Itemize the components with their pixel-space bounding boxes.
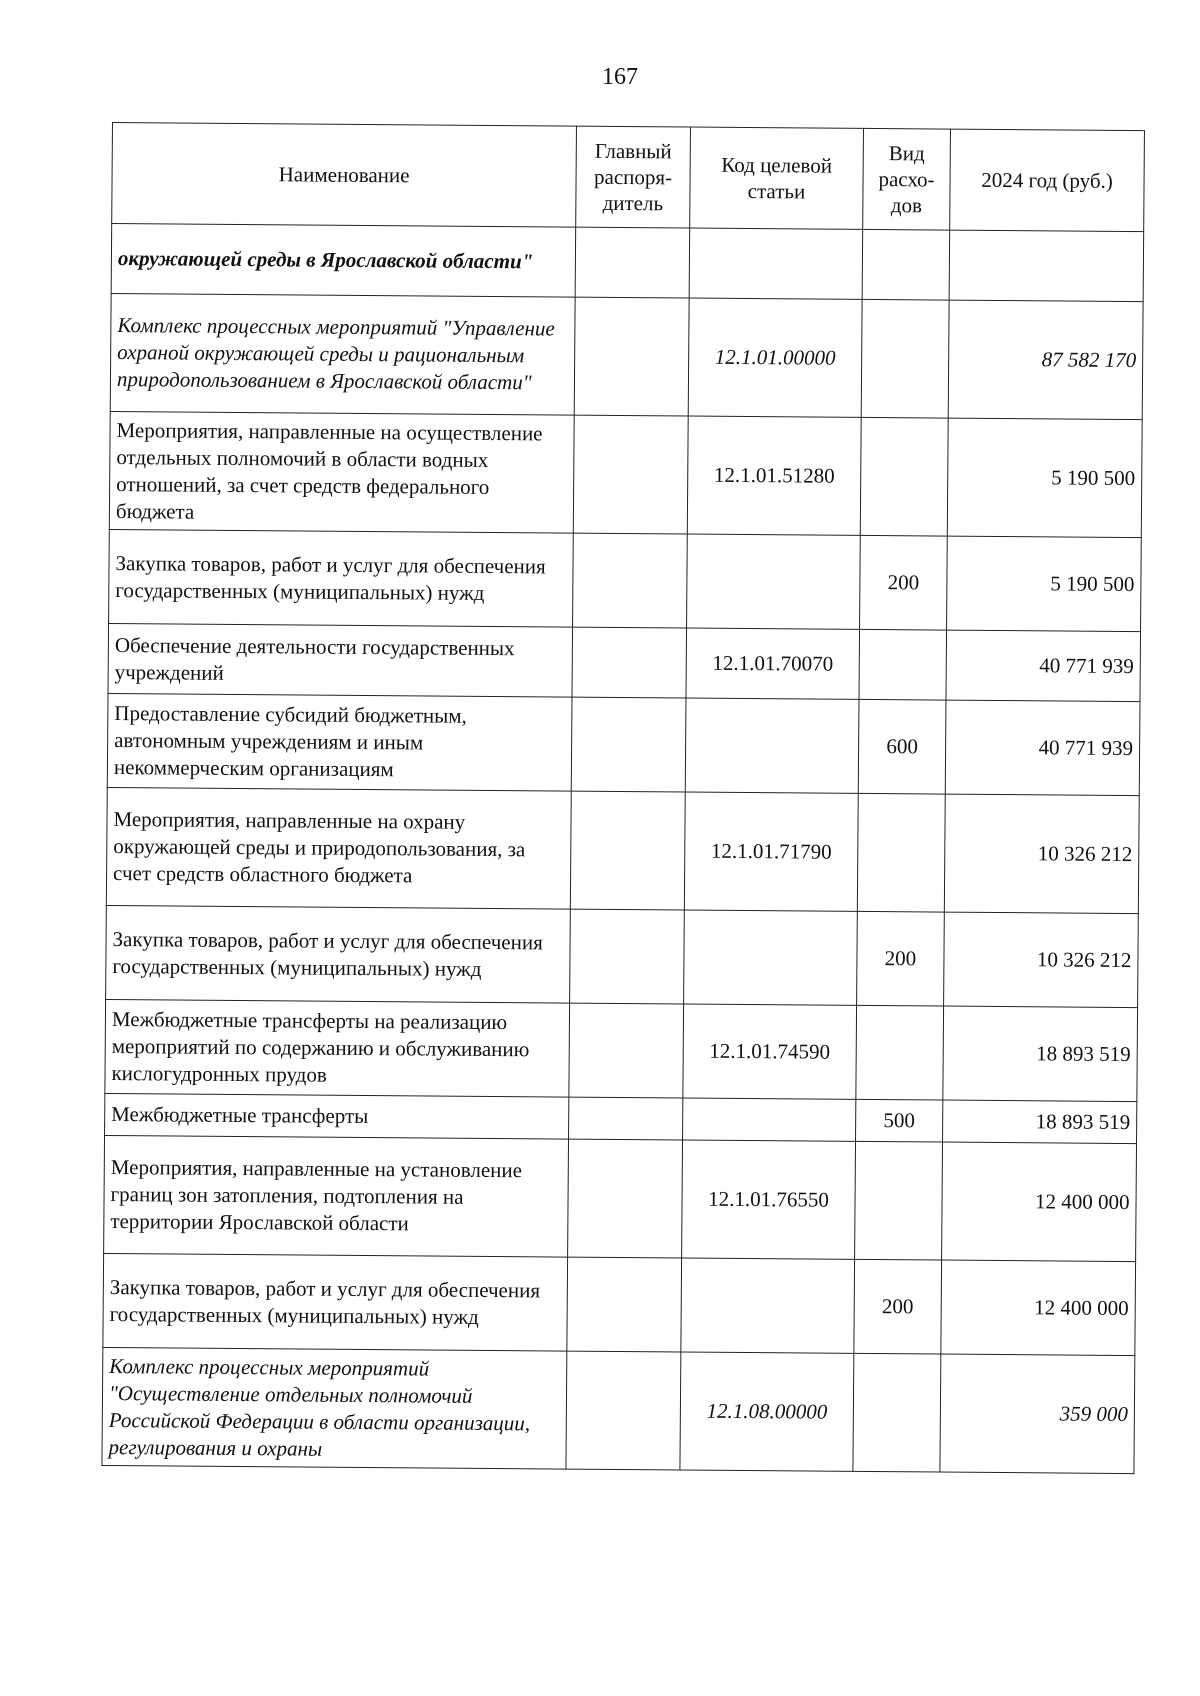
cell-name: Закупка товаров, работ и услуг для обеспечения государственных (муниципальных) нужд bbox=[109, 529, 574, 627]
cell-code: 12.1.01.76550 bbox=[682, 1140, 856, 1259]
cell-vid bbox=[860, 417, 948, 536]
cell-grbs bbox=[573, 533, 688, 628]
header-grbs: Главный распоря-дитель bbox=[576, 126, 691, 228]
cell-vid bbox=[855, 1141, 943, 1260]
cell-vid: 500 bbox=[856, 1099, 943, 1142]
header-code: Код целевой статьи bbox=[690, 127, 864, 229]
cell-vid: 200 bbox=[854, 1259, 942, 1354]
cell-code: 12.1.01.70070 bbox=[686, 628, 860, 699]
cell-name: Комплекс процессных мероприятий "Управление охраной окружающей среды и рациональным природопользованием в Ярославской области" bbox=[110, 293, 575, 415]
cell-code: 12.1.01.51280 bbox=[687, 416, 861, 535]
cell-name: Межбюджетные трансферты на реализацию мероприятий по содержанию и обслуживанию кислогудронных прудов bbox=[105, 999, 570, 1097]
cell-name: окружающей среды в Ярославской области" bbox=[111, 224, 576, 298]
cell-sum: 40 771 939 bbox=[945, 700, 1140, 796]
header-name: Наименование bbox=[112, 123, 577, 228]
cell-sum bbox=[949, 230, 1144, 302]
cell-code: 12.1.01.71790 bbox=[684, 792, 858, 911]
cell-vid: 200 bbox=[857, 911, 945, 1006]
cell-code: 12.1.01.00000 bbox=[688, 298, 862, 417]
table-row bbox=[111, 224, 1144, 302]
cell-code: 12.1.08.00000 bbox=[680, 1352, 854, 1471]
cell-name: Мероприятия, направленные на установление границ зон затопления, подтопления на территории Ярославской области bbox=[104, 1135, 569, 1257]
header-sum: 2024 год (руб.) bbox=[950, 129, 1145, 232]
cell-vid bbox=[859, 629, 947, 700]
cell-code bbox=[687, 534, 861, 629]
cell-grbs bbox=[575, 227, 690, 298]
cell-vid bbox=[861, 299, 949, 418]
table-row bbox=[106, 905, 1139, 1007]
cell-sum: 18 893 519 bbox=[943, 1100, 1137, 1144]
cell-name: Мероприятия, направленные на осуществление отдельных полномочий в области водных отношений, за счет средств федерального бюджета bbox=[109, 411, 574, 533]
table-row bbox=[109, 411, 1142, 537]
cell-sum: 10 326 212 bbox=[944, 794, 1139, 914]
table-row bbox=[103, 1253, 1136, 1355]
cell-sum: 359 000 bbox=[940, 1354, 1135, 1474]
cell-grbs bbox=[570, 791, 685, 910]
cell-vid: 200 bbox=[860, 535, 948, 630]
cell-code bbox=[683, 1098, 856, 1141]
cell-vid bbox=[857, 793, 945, 912]
table-header-row bbox=[112, 123, 1145, 232]
table-body bbox=[102, 224, 1144, 1474]
cell-grbs bbox=[568, 1139, 683, 1258]
cell-grbs bbox=[566, 1351, 681, 1470]
table-row bbox=[104, 1135, 1137, 1261]
cell-grbs bbox=[569, 1003, 684, 1098]
cell-grbs bbox=[570, 909, 685, 1004]
table-row bbox=[107, 693, 1140, 795]
cell-vid: 600 bbox=[858, 699, 946, 794]
cell-code bbox=[685, 698, 859, 793]
cell-grbs bbox=[569, 1097, 683, 1140]
cell-name: Предоставление субсидий бюджетным, автономным учреждениям и иным некоммерческим организациям bbox=[107, 693, 572, 791]
cell-name: Обеспечение деятельности государственных учреждений bbox=[108, 623, 573, 697]
table-row bbox=[102, 1347, 1135, 1473]
cell-sum: 12 400 000 bbox=[942, 1142, 1137, 1262]
cell-sum: 87 582 170 bbox=[948, 300, 1143, 420]
cell-sum: 18 893 519 bbox=[943, 1006, 1138, 1102]
cell-vid bbox=[856, 1005, 944, 1100]
cell-sum: 5 190 500 bbox=[947, 536, 1142, 632]
cell-name: Закупка товаров, работ и услуг для обеспечения государственных (муниципальных) нужд bbox=[103, 1253, 568, 1351]
cell-grbs bbox=[572, 627, 687, 698]
cell-vid bbox=[862, 229, 950, 300]
cell-name: Межбюджетные трансферты bbox=[105, 1093, 569, 1139]
cell-grbs bbox=[574, 297, 689, 416]
page-number: 167 bbox=[602, 64, 638, 90]
cell-sum: 40 771 939 bbox=[946, 630, 1141, 702]
cell-code bbox=[684, 910, 858, 1005]
table-row bbox=[110, 293, 1143, 419]
cell-code bbox=[681, 1258, 855, 1353]
cell-sum: 12 400 000 bbox=[941, 1260, 1136, 1356]
cell-name: Комплекс процессных мероприятий "Осуществление отдельных полномочий Российской Федерации в области организации, регулирования и охраны bbox=[102, 1347, 567, 1469]
cell-sum: 10 326 212 bbox=[944, 912, 1139, 1008]
cell-name: Мероприятия, направленные на охрану окружающей среды и природопользования, за счет средств областного бюджета bbox=[106, 787, 571, 909]
cell-sum: 5 190 500 bbox=[947, 418, 1142, 538]
table-row bbox=[109, 529, 1142, 631]
cell-grbs bbox=[571, 697, 686, 792]
budget-table bbox=[101, 122, 1145, 1474]
table-row bbox=[108, 623, 1141, 701]
cell-grbs bbox=[573, 415, 688, 534]
cell-grbs bbox=[567, 1257, 682, 1352]
table-row bbox=[105, 999, 1138, 1101]
cell-name: Закупка товаров, работ и услуг для обеспечения государственных (муниципальных) нужд bbox=[106, 905, 571, 1003]
header-vid: Вид расхо-дов bbox=[863, 128, 951, 230]
table-row bbox=[106, 787, 1139, 913]
cell-code: 12.1.01.74590 bbox=[683, 1004, 857, 1099]
cell-code bbox=[689, 228, 863, 299]
cell-vid bbox=[853, 1353, 941, 1472]
